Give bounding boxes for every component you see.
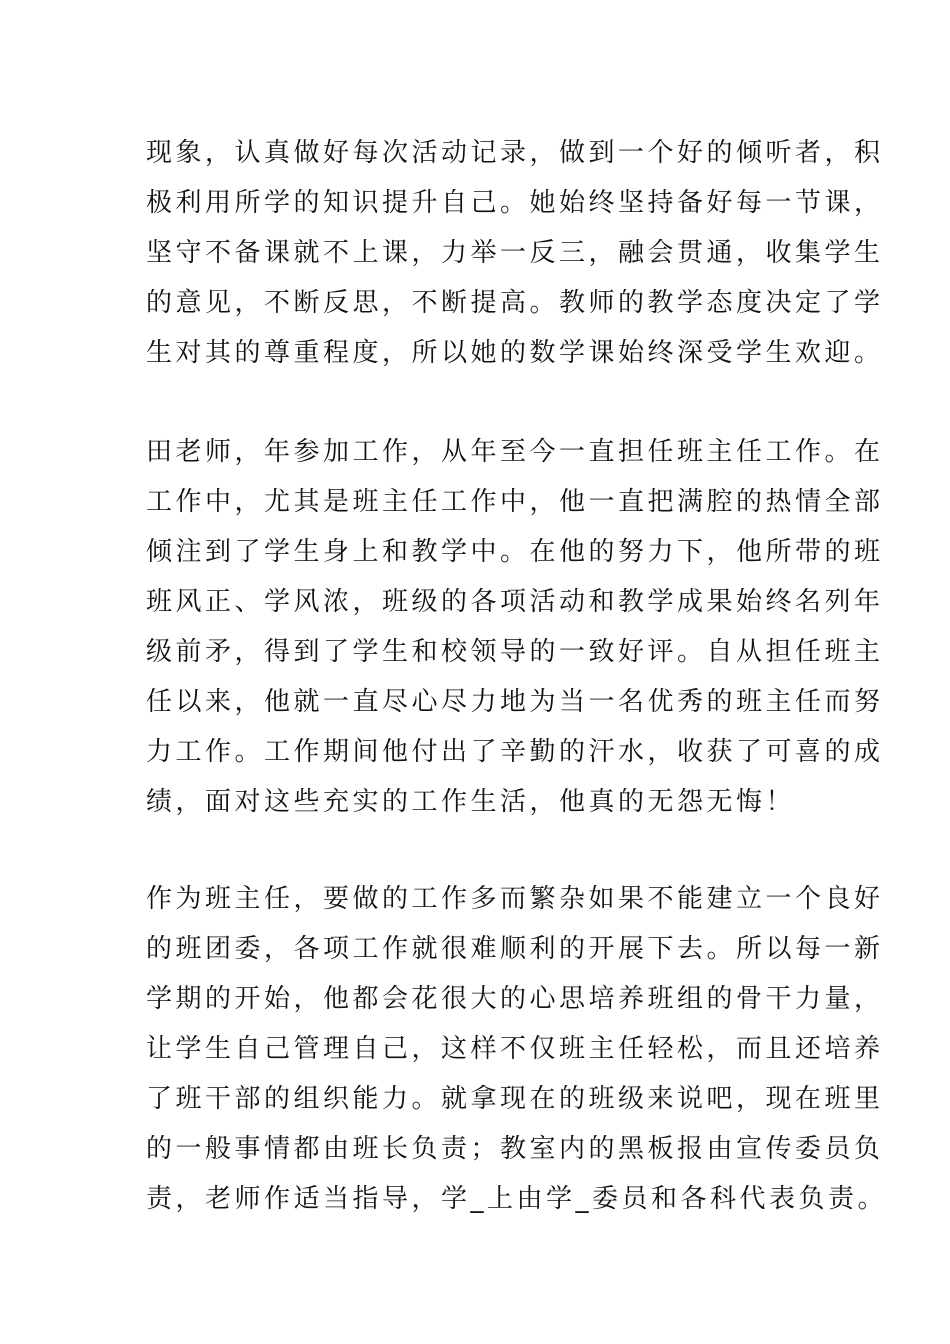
text-line: 的意见，不断反思，不断提高。教师的教学态度决定了学 xyxy=(146,288,884,318)
text-line: 学期的开始，他都会花很大的心思培养班组的骨干力量， xyxy=(146,984,884,1014)
text-line: 的班团委，各项工作就很难顺利的开展下去。所以每一新 xyxy=(146,934,884,964)
paragraph-2 xyxy=(146,427,884,827)
text-line: 现象，认真做好每次活动记录，做到一个好的倾听者，积 xyxy=(146,138,884,168)
text-line: 作为班主任，要做的工作多而繁杂如果不能建立一个良好 xyxy=(146,884,884,914)
text-line: 了班干部的组织能力。就拿现在的班级来说吧，现在班里 xyxy=(146,1084,884,1114)
text-line: 的一般事情都由班长负责；教室内的黑板报由宣传委员负 xyxy=(146,1134,884,1164)
text-line: 生对其的尊重程度，所以她的数学课始终深受学生欢迎。 xyxy=(146,338,884,368)
text-line: 田老师，年参加工作，从年至今一直担任班主任工作。在 xyxy=(146,437,884,467)
text-line: 工作中，尤其是班主任工作中，他一直把满腔的热情全部 xyxy=(146,487,884,517)
text-line: 绩，面对这些充实的工作生活，他真的无怨无悔！ xyxy=(146,787,796,817)
text-line: 倾注到了学生身上和教学中。在他的努力下，他所带的班 xyxy=(146,537,884,567)
text-line: 让学生自己管理自己，这样不仅班主任轻松，而且还培养 xyxy=(146,1034,884,1064)
text-line: 级前矛，得到了学生和校领导的一致好评。自从担任班主 xyxy=(146,637,884,667)
paragraph-3 xyxy=(146,874,888,1224)
text-line: 责，老师作适当指导，学_上由学_委员和各科代表负责。 xyxy=(146,1184,888,1214)
text-line: 力工作。工作期间他付出了辛勤的汗水，收获了可喜的成 xyxy=(146,737,884,767)
text-line: 任以来，他就一直尽心尽力地为当一名优秀的班主任而努 xyxy=(146,687,884,717)
text-line: 坚守不备课就不上课，力举一反三，融会贯通，收集学生 xyxy=(146,238,884,268)
paragraph-1 xyxy=(146,128,884,378)
text-line: 班风正、学风浓，班级的各项活动和教学成果始终名列年 xyxy=(146,587,884,617)
text-line: 极利用所学的知识提升自己。她始终坚持备好每一节课， xyxy=(146,188,884,218)
